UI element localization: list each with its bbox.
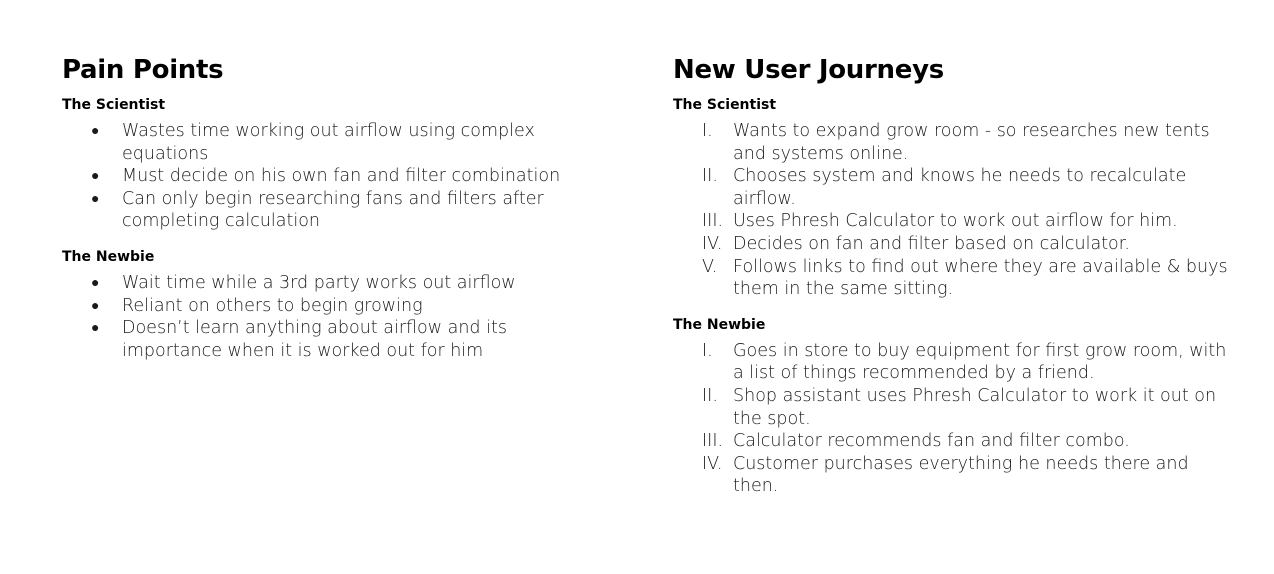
list-item	[62, 272, 592, 295]
bullet-icon: ●	[91, 320, 100, 337]
list-item	[62, 165, 592, 188]
list-item-text: Customer purchases everything he needs there and then.	[733, 453, 1189, 497]
pain-points-newbie-list	[62, 272, 592, 362]
list-item	[62, 120, 592, 165]
list-marker: I.	[702, 340, 713, 361]
user-journeys-title: New User Journeys	[673, 55, 944, 85]
list-item	[673, 385, 1228, 430]
user-journeys-column	[673, 52, 1233, 498]
list-marker: IV.	[702, 233, 723, 254]
list-marker: III.	[702, 211, 724, 232]
journeys-newbie-list	[673, 340, 1228, 498]
pain-points-newbie-heading: The Newbie	[62, 248, 155, 265]
list-item	[62, 188, 592, 233]
bullet-icon: ●	[91, 123, 100, 139]
journeys-newbie-heading: The Newbie	[673, 316, 766, 333]
list-item	[673, 256, 1228, 301]
list-marker: IV.	[702, 453, 723, 474]
list-item	[673, 210, 1228, 233]
list-item-text: Wants to expand grow room - so researches new tents and systems online.	[733, 121, 1210, 164]
list-item-text: Calculator recommends fan and filter combo.	[733, 431, 1130, 452]
list-marker: II.	[702, 166, 718, 187]
list-item	[673, 430, 1228, 453]
list-marker: II.	[702, 385, 718, 406]
list-item-text: Wastes time working out airflow using complex equations	[122, 121, 535, 164]
list-item	[62, 317, 592, 362]
list-item-text: Follows links to find out where they are available & buys them in the same sitting.	[733, 256, 1228, 300]
list-item-text: Must decide on his own fan and filter combination	[122, 166, 561, 187]
pain-points-scientist-heading: The Scientist	[62, 97, 166, 113]
list-item-text: Can only begin researching fans and filters after completing calculation	[122, 188, 544, 232]
bullet-icon: ●	[91, 190, 100, 207]
list-item-text: Uses Phresh Calculator to work out airflow for him.	[733, 211, 1178, 232]
list-item	[62, 295, 592, 318]
list-item	[673, 165, 1228, 210]
list-marker: III.	[702, 431, 724, 452]
journeys-scientist-list	[673, 120, 1228, 301]
list-item-text: Reliant on others to begin growing	[122, 295, 423, 316]
pain-points-column	[62, 52, 622, 362]
list-item	[673, 120, 1228, 165]
list-item-text: Shop assistant uses Phresh Calculator to work it out on the spot.	[733, 385, 1217, 429]
list-item-text: Goes in store to buy equipment for first grow room, with a list of things recommended by a friend.	[733, 340, 1227, 384]
list-marker: V.	[702, 256, 718, 277]
list-item	[673, 453, 1228, 498]
bullet-icon: ●	[91, 274, 100, 291]
list-item-text: Doesn’t learn anything about airflow and its importance when it is worked out for him	[122, 318, 507, 361]
list-item-text: Chooses system and knows he needs to recalculate airflow.	[733, 166, 1187, 209]
list-item	[673, 233, 1228, 256]
journeys-scientist-heading: The Scientist	[673, 97, 777, 113]
pain-points-scientist-list	[62, 120, 592, 233]
bullet-icon: ●	[91, 168, 100, 185]
pain-points-title: Pain Points	[62, 55, 224, 85]
list-item-text: Decides on fan and filter based on calculator.	[733, 233, 1130, 254]
list-item	[673, 340, 1228, 385]
list-item-text: Wait time while a 3rd party works out airflow	[122, 272, 516, 293]
bullet-icon: ●	[91, 297, 100, 314]
list-marker: I.	[702, 121, 713, 141]
